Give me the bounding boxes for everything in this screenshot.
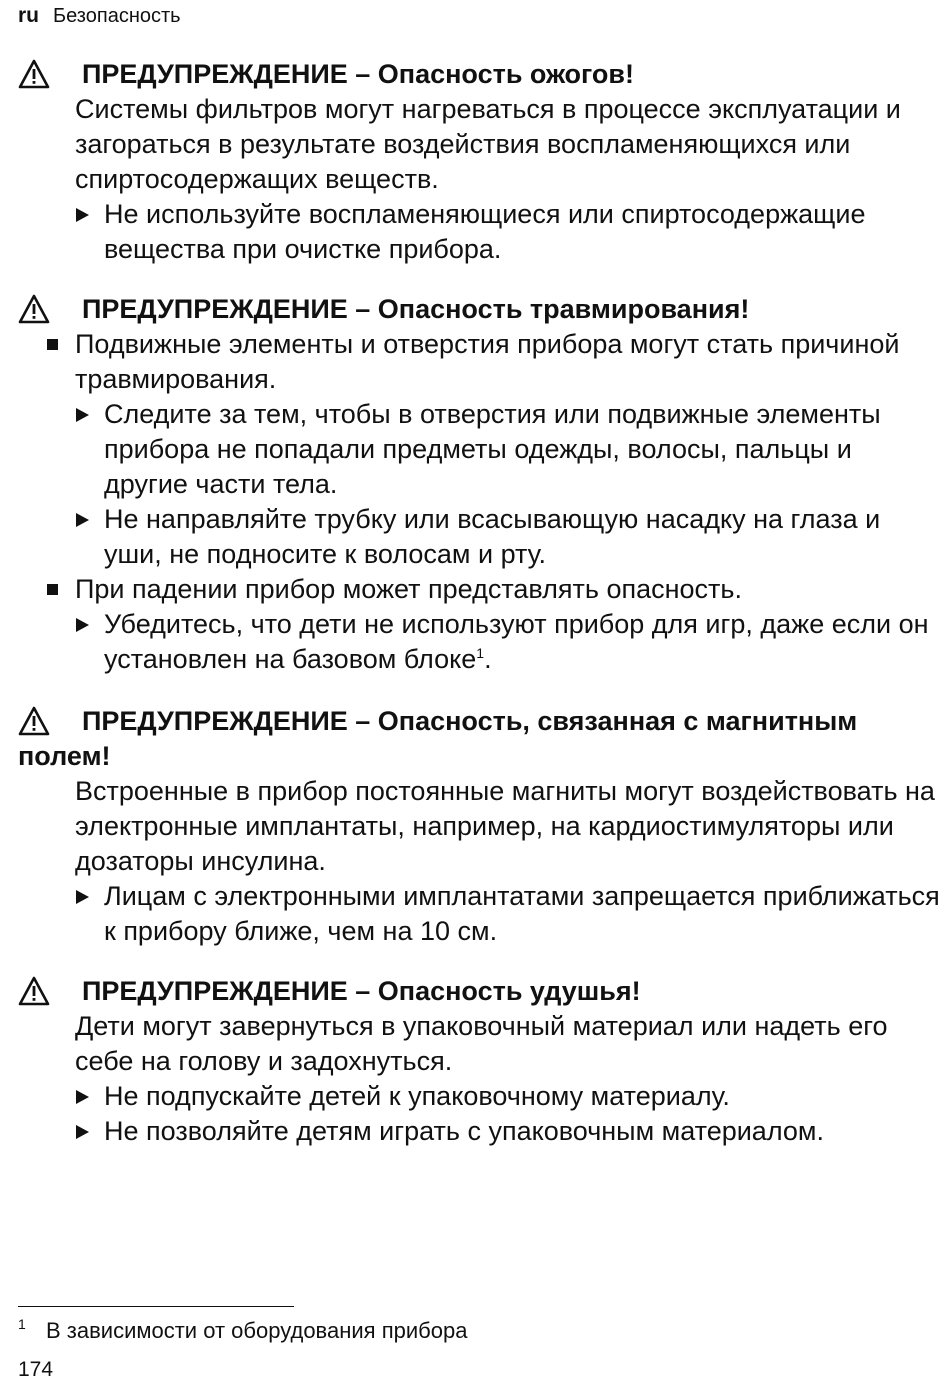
warning-title [18, 292, 943, 327]
warning-title-text: ПРЕДУПРЕЖДЕНИЕ – Опасность травмирования! [82, 294, 750, 324]
bullet-item: При падении прибор может представлять опасность. [75, 572, 943, 607]
warning-triangle-icon [18, 59, 50, 89]
action-step: Не позволяйте детям играть с упаковочным материалом. [104, 1114, 943, 1149]
footnote [18, 1318, 467, 1344]
action-step: Лицам с электронными имплантатами запрещается приближаться к прибору ближе, чем на 10 см. [104, 879, 943, 949]
action-step: Не подпускайте детей к упаковочному материалу. [104, 1079, 943, 1114]
action-step: Следите за тем, чтобы в отверстия или подвижные элементы прибора не попадали предметы одежды, волосы, пальцы и другие части тела. [104, 397, 943, 502]
warning-title-text: ПРЕДУПРЕЖДЕНИЕ – Опасность, связанная с магнитным полем! [18, 706, 858, 771]
warning-description: Дети могут завернуться в упаковочный материал или надеть его себе на голову и задохнуться. [75, 1011, 888, 1076]
warning-burns [18, 57, 943, 267]
warning-title [18, 704, 943, 774]
action-step [104, 607, 943, 677]
footnote-mark: 1 [18, 1316, 26, 1332]
page-number: 174 [18, 1358, 54, 1381]
footnote-reference: 1 [476, 645, 485, 661]
warning-suffocation [18, 974, 943, 1149]
warning-injury [18, 292, 943, 677]
warning-title [18, 974, 943, 1009]
warning-triangle-icon [18, 976, 50, 1006]
warning-triangle-icon [18, 706, 50, 736]
warning-title-text: ПРЕДУПРЕЖДЕНИЕ – Опасность удушья! [82, 976, 641, 1006]
language-code: ru [18, 4, 39, 27]
action-step-text: Убедитесь, что дети не используют прибор для игр, даже если он установлен на базовом блоке [104, 609, 929, 674]
section-title: Безопасность [53, 5, 181, 27]
warning-magnetic [18, 704, 943, 949]
action-step-end: . [484, 644, 492, 674]
warning-title [18, 57, 943, 92]
warning-description: Системы фильтров могут нагреваться в процессе эксплуатации и загораться в результате воздействия воспламеняющихся или спиртосодержащих веществ. [75, 94, 901, 194]
warning-triangle-icon [18, 294, 50, 324]
bullet-item: Подвижные элементы и отверстия прибора могут стать причиной травмирования. [75, 327, 943, 397]
warning-description: Встроенные в прибор постоянные магниты могут воздействовать на электронные имплантаты, например, на кардиостимуляторы или дозаторы инсулина. [75, 776, 935, 876]
footnote-text: В зависимости от оборудования прибора [46, 1318, 468, 1343]
footnote-divider [18, 1306, 294, 1307]
page-header [18, 4, 181, 32]
action-step: Не направляйте трубку или всасывающую насадку на глаза и уши, не подносите к волосам и рту. [104, 502, 943, 572]
warning-title-text: ПРЕДУПРЕЖДЕНИЕ – Опасность ожогов! [82, 59, 634, 89]
action-step: Не используйте воспламеняющиеся или спиртосодержащие вещества при очистке прибора. [104, 197, 943, 267]
